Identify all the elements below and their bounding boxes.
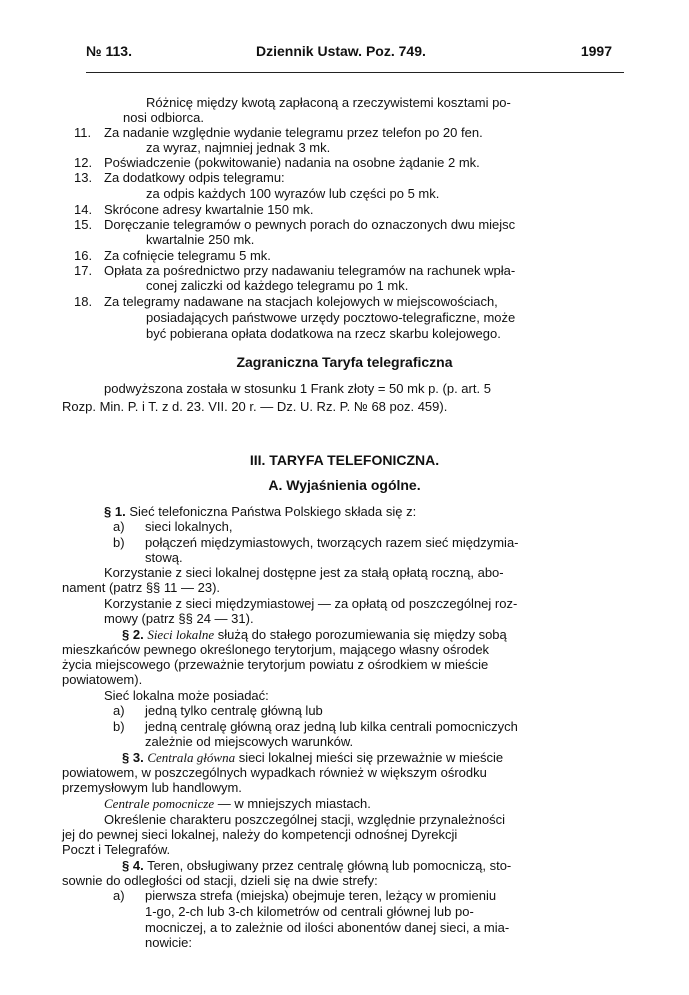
paragraph-line: Sieć lokalna może posiadać: — [104, 688, 269, 703]
section-mark: § 3. — [122, 750, 144, 765]
paragraph-line: mowy (patrz §§ 24 — 31). — [104, 611, 254, 626]
item-number: 14. — [74, 202, 93, 217]
list-item-line: kwartalnie 250 mk. — [146, 232, 255, 247]
list-item-line: Za telegramy nadawane na stacjach kolejowych w miejscowościach, — [104, 294, 498, 309]
paragraph-4 — [122, 858, 511, 873]
list-item-line: Za dodatkowy odpis telegramu: — [104, 170, 285, 185]
list-label: a) — [113, 519, 125, 534]
list-item-line: Opłata za pośrednictwo przy nadawaniu telegramów na rachunek wpła- — [104, 263, 516, 278]
item-number: 11. — [74, 125, 92, 140]
item-number: 15. — [74, 217, 93, 232]
paragraph-line: nament (patrz §§ 11 — 23). — [62, 580, 221, 595]
list-item-line: posiadających państwowe urzędy pocztowo-telegraficzne, może — [146, 310, 516, 325]
list-item-line: Skrócone adresy kwartalnie 150 mk. — [104, 202, 314, 217]
list-item-line: pierwsza strefa (miejska) obejmuje teren, leżący w promieniu — [145, 888, 497, 903]
item-number: 16. — [74, 248, 93, 263]
paragraph-text: — w mniejszych miastach. — [214, 796, 371, 811]
list-item-line: jedną centralę główną oraz jedną lub kilka centrali pomocniczych — [145, 719, 518, 734]
list-item-line: połączeń międzymiastowych, tworzących razem sieć międzymia- — [145, 535, 519, 550]
paragraph-line: powiatowem, w poszczególnych wypadkach również w większym ośrodku — [62, 765, 487, 780]
list-item-line: za odpis każdych 100 wyrazów lub części po 5 mk. — [146, 186, 440, 201]
journal-title: Dziennik Ustaw. Poz. 749. — [256, 43, 426, 59]
foreign-tariff-line: Rozp. Min. P. i T. z d. 23. VII. 20 r. — Dz. U. Rz. P. № 68 poz. 459). — [62, 399, 448, 414]
item-number: 18. — [74, 294, 93, 309]
section-mark: § 4. — [122, 858, 144, 873]
foreign-tariff-heading: Zagraniczna Taryfa telegraficzna — [236, 354, 453, 370]
list-item-line: mocniczej, a to zależnie od ilości abonentów danej sieci, a mia- — [145, 920, 510, 935]
list-item-line: 1-go, 2-ch lub 3-ch kilometrów od centrali głównej lub po- — [145, 904, 474, 919]
item-number: 12. — [74, 155, 93, 170]
paragraph-line: Korzystanie z sieci międzymiastowej — za opłatą od poszczególnej roz- — [104, 596, 518, 611]
list-item-line: być pobierana opłata dodatkowa na rzecz skarbu kolejowego. — [146, 326, 501, 341]
paragraph-3 — [122, 750, 503, 765]
paragraph-line: Określenie charakteru poszczególnej stacji, względnie przynależności — [104, 812, 506, 827]
header-rule — [86, 72, 624, 73]
list-item-line: Za cofnięcie telegramu 5 mk. — [104, 248, 271, 263]
list-item-line: Doręczanie telegramów o pewnych porach do oznaczonych dwu miejsc — [104, 217, 516, 232]
paragraph-text: służą do stałego porozumiewania się między sobą — [214, 627, 507, 642]
list-item-line: Różnicę między kwotą zapłaconą a rzeczywistemi kosztami po- — [146, 95, 511, 110]
section-mark: § 1. — [104, 504, 126, 519]
paragraph-line: Poczt i Telegrafów. — [62, 842, 171, 857]
list-item-line: conej zaliczki od każdego telegramu po 1 mk. — [146, 278, 409, 293]
list-item-line: stową. — [145, 550, 183, 565]
paragraph-text: Teren, obsługiwany przez centralę główną lub pomocniczą, sto- — [143, 858, 512, 873]
list-item-line: nowicie: — [145, 935, 192, 950]
list-item-line: jedną tylko centralę główną lub — [145, 703, 323, 718]
section-subheading: A. Wyjaśnienia ogólne. — [268, 477, 421, 493]
paragraph-text: sieci lokalnej mieści się przeważnie w mieście — [235, 750, 504, 765]
section-heading: III. TARYFA TELEFONICZNA. — [249, 452, 440, 468]
italic-term: Centrala główna — [147, 750, 236, 765]
paragraph-line: sownie do odległości od stacji, dzieli się na dwie strefy: — [62, 873, 378, 888]
paragraph-text: Sieć telefoniczna Państwa Polskiego składa się z: — [129, 504, 417, 519]
paragraph-line: mieszkańców pewnego określonego terytorjum, mającego własny ośrodek — [62, 642, 490, 657]
italic-term: Sieci lokalne — [147, 627, 215, 642]
list-label: b) — [113, 535, 125, 550]
list-label: a) — [113, 703, 125, 718]
list-item-line: za wyraz, najmniej jednak 3 mk. — [146, 140, 331, 155]
paragraph-line: przemysłowym lub handlowym. — [62, 780, 242, 795]
item-number: 13. — [74, 170, 93, 185]
list-item-line: Poświadczenie (pokwitowanie) nadania na osobne żądanie 2 mk. — [104, 155, 480, 170]
list-label: b) — [113, 719, 125, 734]
paragraph-line: życia miejscowego (przeważnie terytorjum powiatu z ośrodkiem w mieście — [62, 657, 489, 672]
foreign-tariff-line: podwyższona została w stosunku 1 Frank złoty = 50 mk p. (p. art. 5 — [104, 381, 491, 396]
item-number: 17. — [74, 263, 93, 278]
list-item-line: zależnie od miejscowych warunków. — [145, 734, 354, 749]
paragraph-line — [104, 796, 371, 811]
paragraph-line: powiatowem). — [62, 672, 143, 687]
page-header — [86, 44, 612, 64]
list-item-line: nosi odbiorca. — [123, 110, 204, 125]
list-item-line: Za nadanie względnie wydanie telegramu przez telefon po 20 fen. — [104, 125, 483, 140]
paragraph-line: jej do pewnej sieci lokalnej, należy do kompetencji odnośnej Dyrekcji — [62, 827, 458, 842]
paragraph-1 — [104, 504, 416, 519]
header-page-count: 1997 — [580, 43, 612, 59]
paragraph-2 — [122, 627, 507, 642]
italic-term: Centrale pomocnicze — [104, 796, 215, 811]
section-mark: § 2. — [122, 627, 144, 642]
list-item-line: sieci lokalnych, — [145, 519, 233, 534]
page-number: № 113. — [86, 43, 132, 59]
list-label: a) — [113, 888, 125, 903]
paragraph-line: Korzystanie z sieci lokalnej dostępne jest za stałą opłatą roczną, abo- — [104, 565, 504, 580]
